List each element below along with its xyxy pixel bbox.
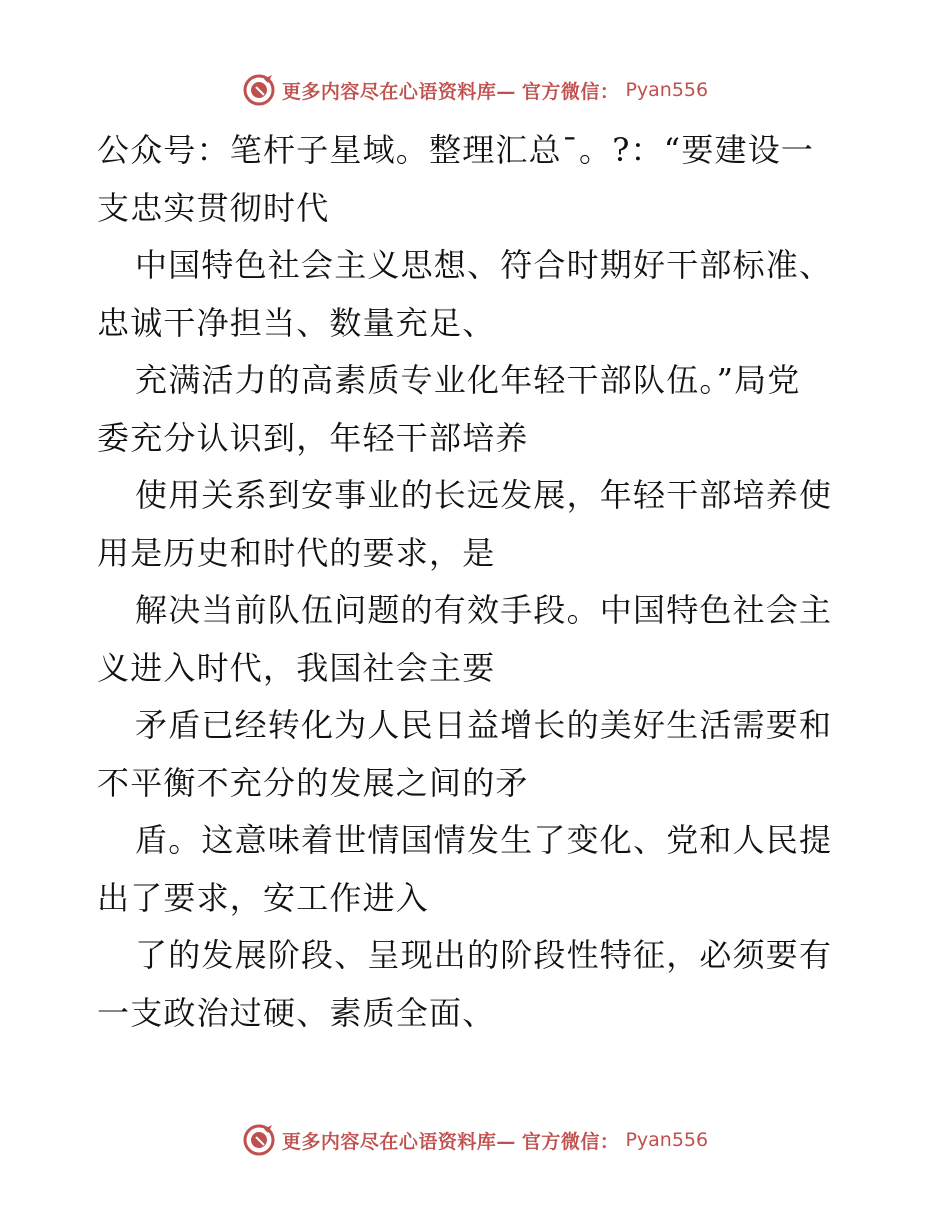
- body-line: 支忠实贯彻时代: [97, 188, 330, 227]
- footer-banner: [0, 1120, 950, 1160]
- pen-seal-logo-icon: [242, 1123, 276, 1157]
- banner-wechat-id: Pyan556: [625, 1129, 709, 1151]
- banner-wechat-id: Pyan556: [625, 79, 709, 101]
- body-line: 一支政治过硬、素质全面、: [97, 993, 496, 1032]
- header-banner: [0, 70, 950, 110]
- pen-seal-logo-icon: [242, 73, 276, 107]
- body-line: 忠诚干净担当、数量充足、: [97, 303, 496, 342]
- body-line: 使用关系到安事业的长远发展，年轻干部培养使: [135, 476, 833, 514]
- body-line: 中国特色社会主义思想、符合时期好干部标准、: [135, 246, 833, 284]
- body-line: 公众号：笔杆子星域。整理汇总¯。?：“要建设一: [97, 131, 815, 169]
- banner-wechat-label: 官方微信：: [521, 1130, 620, 1153]
- body-line: 矛盾已经转化为人民日益增长的美好生活需要和: [135, 706, 833, 744]
- banner-wechat-label: 官方微信：: [521, 80, 620, 103]
- body-line: 义进入时代，我国社会主要: [97, 648, 496, 687]
- body-line: 委充分认识到，年轻干部培养: [97, 418, 529, 457]
- document-body: [97, 122, 857, 1042]
- banner-text: 更多内容尽在心语资料库—: [281, 1130, 516, 1153]
- body-line: 了的发展阶段、呈现出的阶段性特征，必须要有: [135, 936, 833, 974]
- body-line: 解决当前队伍问题的有效手段。中国特色社会主: [135, 591, 833, 629]
- body-line: 充满活力的高素质专业化年轻干部队伍。”局党: [135, 361, 801, 399]
- body-line: 用是历史和时代的要求，是: [97, 533, 496, 572]
- body-line: 盾。这意味着世情国情发生了变化、党和人民提: [135, 821, 833, 859]
- body-line: 出了要求，安工作进入: [97, 878, 430, 917]
- banner-text: 更多内容尽在心语资料库—: [281, 80, 516, 103]
- body-line: 不平衡不充分的发展之间的矛: [97, 763, 529, 802]
